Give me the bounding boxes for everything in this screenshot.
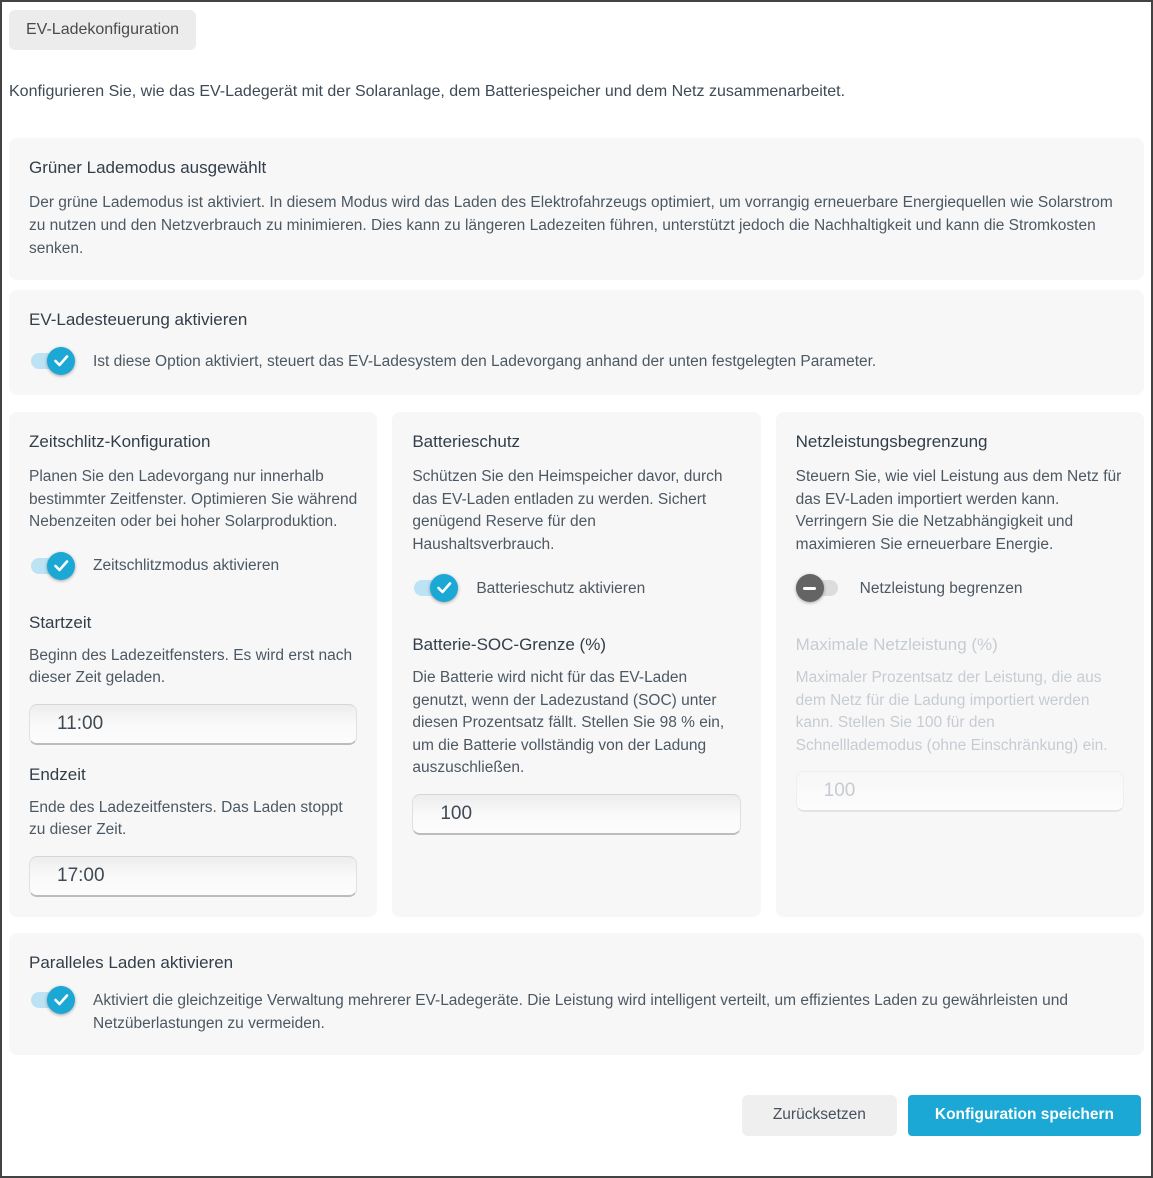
parallel-description: Aktiviert die gleichzeitige Verwaltung mehrerer EV-Ladegeräte. Die Leistung wird intelligent verteilt, um effizientes Laden zu gewährleisten und Netzüberlastungen zu vermeiden.	[93, 991, 1069, 1032]
parallel-panel	[9, 933, 1144, 1055]
parallel-toggle[interactable]	[29, 986, 75, 1014]
ev-control-description: Ist diese Option aktiviert, steuert das EV-Ladesystem den Ladevorgang anhand der unten festgelegten Parameter.	[93, 353, 877, 370]
green-mode-title: Grüner Lademodus ausgewählt	[29, 158, 267, 177]
start-time-description: Beginn des Ladezeitfensters. Es wird erst nach dieser Zeit geladen.	[29, 646, 353, 686]
ev-control-title: EV-Ladesteuerung aktivieren	[29, 310, 248, 329]
check-icon	[47, 986, 75, 1014]
soc-limit-input[interactable]	[412, 794, 740, 835]
max-grid-power-title: Maximale Netzleistung (%)	[795, 635, 998, 654]
reset-button[interactable]: Zurücksetzen	[742, 1095, 897, 1136]
battery-panel	[392, 412, 760, 917]
start-time-title: Startzeit	[29, 612, 92, 632]
check-icon	[47, 552, 75, 580]
check-icon	[47, 347, 75, 375]
end-time-description: Ende des Ladezeitfensters. Das Laden stoppt zu dieser Zeit.	[29, 798, 343, 838]
ev-control-panel	[9, 290, 1144, 395]
timeslot-panel	[9, 412, 377, 917]
timeslot-toggle-label: Zeitschlitzmodus aktivieren	[93, 557, 280, 574]
parallel-title: Paralleles Laden aktivieren	[29, 952, 234, 972]
timeslot-title: Zeitschlitz-Konfiguration	[29, 432, 211, 451]
max-grid-power-description: Maximaler Prozentsatz der Leistung, die aus dem Netz für die Ladung importiert werden kann. Stellen Sie 100 für den Schnelllademodus (ohne Einschränkung) ein.	[795, 669, 1108, 754]
battery-description: Schützen Sie den Heimspeicher davor, durch das EV-Laden entladen zu werden. Sichert genügend Reserve für den Haushaltsverbrauch.	[412, 468, 723, 553]
start-time-input[interactable]	[29, 704, 357, 745]
grid-limit-toggle-label: Netzleistung begrenzen	[859, 579, 1023, 597]
check-icon	[430, 574, 458, 602]
timeslot-toggle[interactable]	[29, 552, 75, 580]
grid-limit-description: Steuern Sie, wie viel Leistung aus dem Netz für das EV-Laden importiert werden kann. Verringern Sie die Netzabhängigkeit und maximieren Sie erneuerbare Energie.	[795, 468, 1122, 553]
ev-charge-configuration-page	[2, 2, 1151, 1136]
action-bar	[9, 1095, 1144, 1136]
soc-limit-title: Batterie-SOC-Grenze (%)	[412, 635, 606, 654]
timeslot-description: Planen Sie den Ladevorgang nur innerhalb bestimmter Zeitfenster. Optimieren Sie während Nebenzeiten oder bei hoher Solarproduktion.	[29, 468, 358, 530]
green-mode-description: Der grüne Lademodus ist aktiviert. In diesem Modus wird das Laden des Elektrofahrzeugs optimiert, um vorrangig erneuerbare Energiequellen wie Solarstrom zu nutzen und den Netzverbrauch zu minimieren. Dies kann zu längeren Ladezeiten führen, unterstützt jedoch die Nachhaltigkeit und kann die Stromkosten senken.	[29, 194, 1113, 257]
grid-limit-disabled-section	[796, 635, 1124, 812]
minus-icon	[796, 574, 824, 602]
tab-ev-ladekonfiguration[interactable]: EV-Ladekonfiguration	[9, 10, 196, 50]
end-time-title: Endzeit	[29, 764, 86, 784]
save-button[interactable]: Konfiguration speichern	[908, 1095, 1141, 1136]
config-columns	[9, 412, 1144, 917]
grid-limit-toggle[interactable]	[796, 574, 842, 602]
page-intro: Konfigurieren Sie, wie das EV-Ladegerät mit der Solaranlage, dem Batteriespeicher und dem Netz zusammenarbeitet.	[9, 83, 846, 100]
grid-limit-panel	[776, 412, 1144, 917]
ev-control-toggle[interactable]	[29, 347, 75, 375]
battery-toggle-label: Batterieschutz aktivieren	[476, 579, 646, 597]
end-time-input[interactable]	[29, 856, 357, 897]
max-grid-power-input	[796, 771, 1124, 812]
battery-title: Batterieschutz	[412, 432, 521, 451]
green-mode-panel	[9, 138, 1144, 280]
soc-limit-description: Die Batterie wird nicht für das EV-Laden genutzt, wenn der Ladezustand (SOC) unter diesen Prozentsatz fällt. Stellen Sie 98 % ein, um die Batterie vollständig von der Ladung auszuschließen.	[412, 669, 725, 776]
battery-toggle[interactable]	[412, 574, 458, 602]
grid-limit-title: Netzleistungsbegrenzung	[795, 432, 988, 451]
